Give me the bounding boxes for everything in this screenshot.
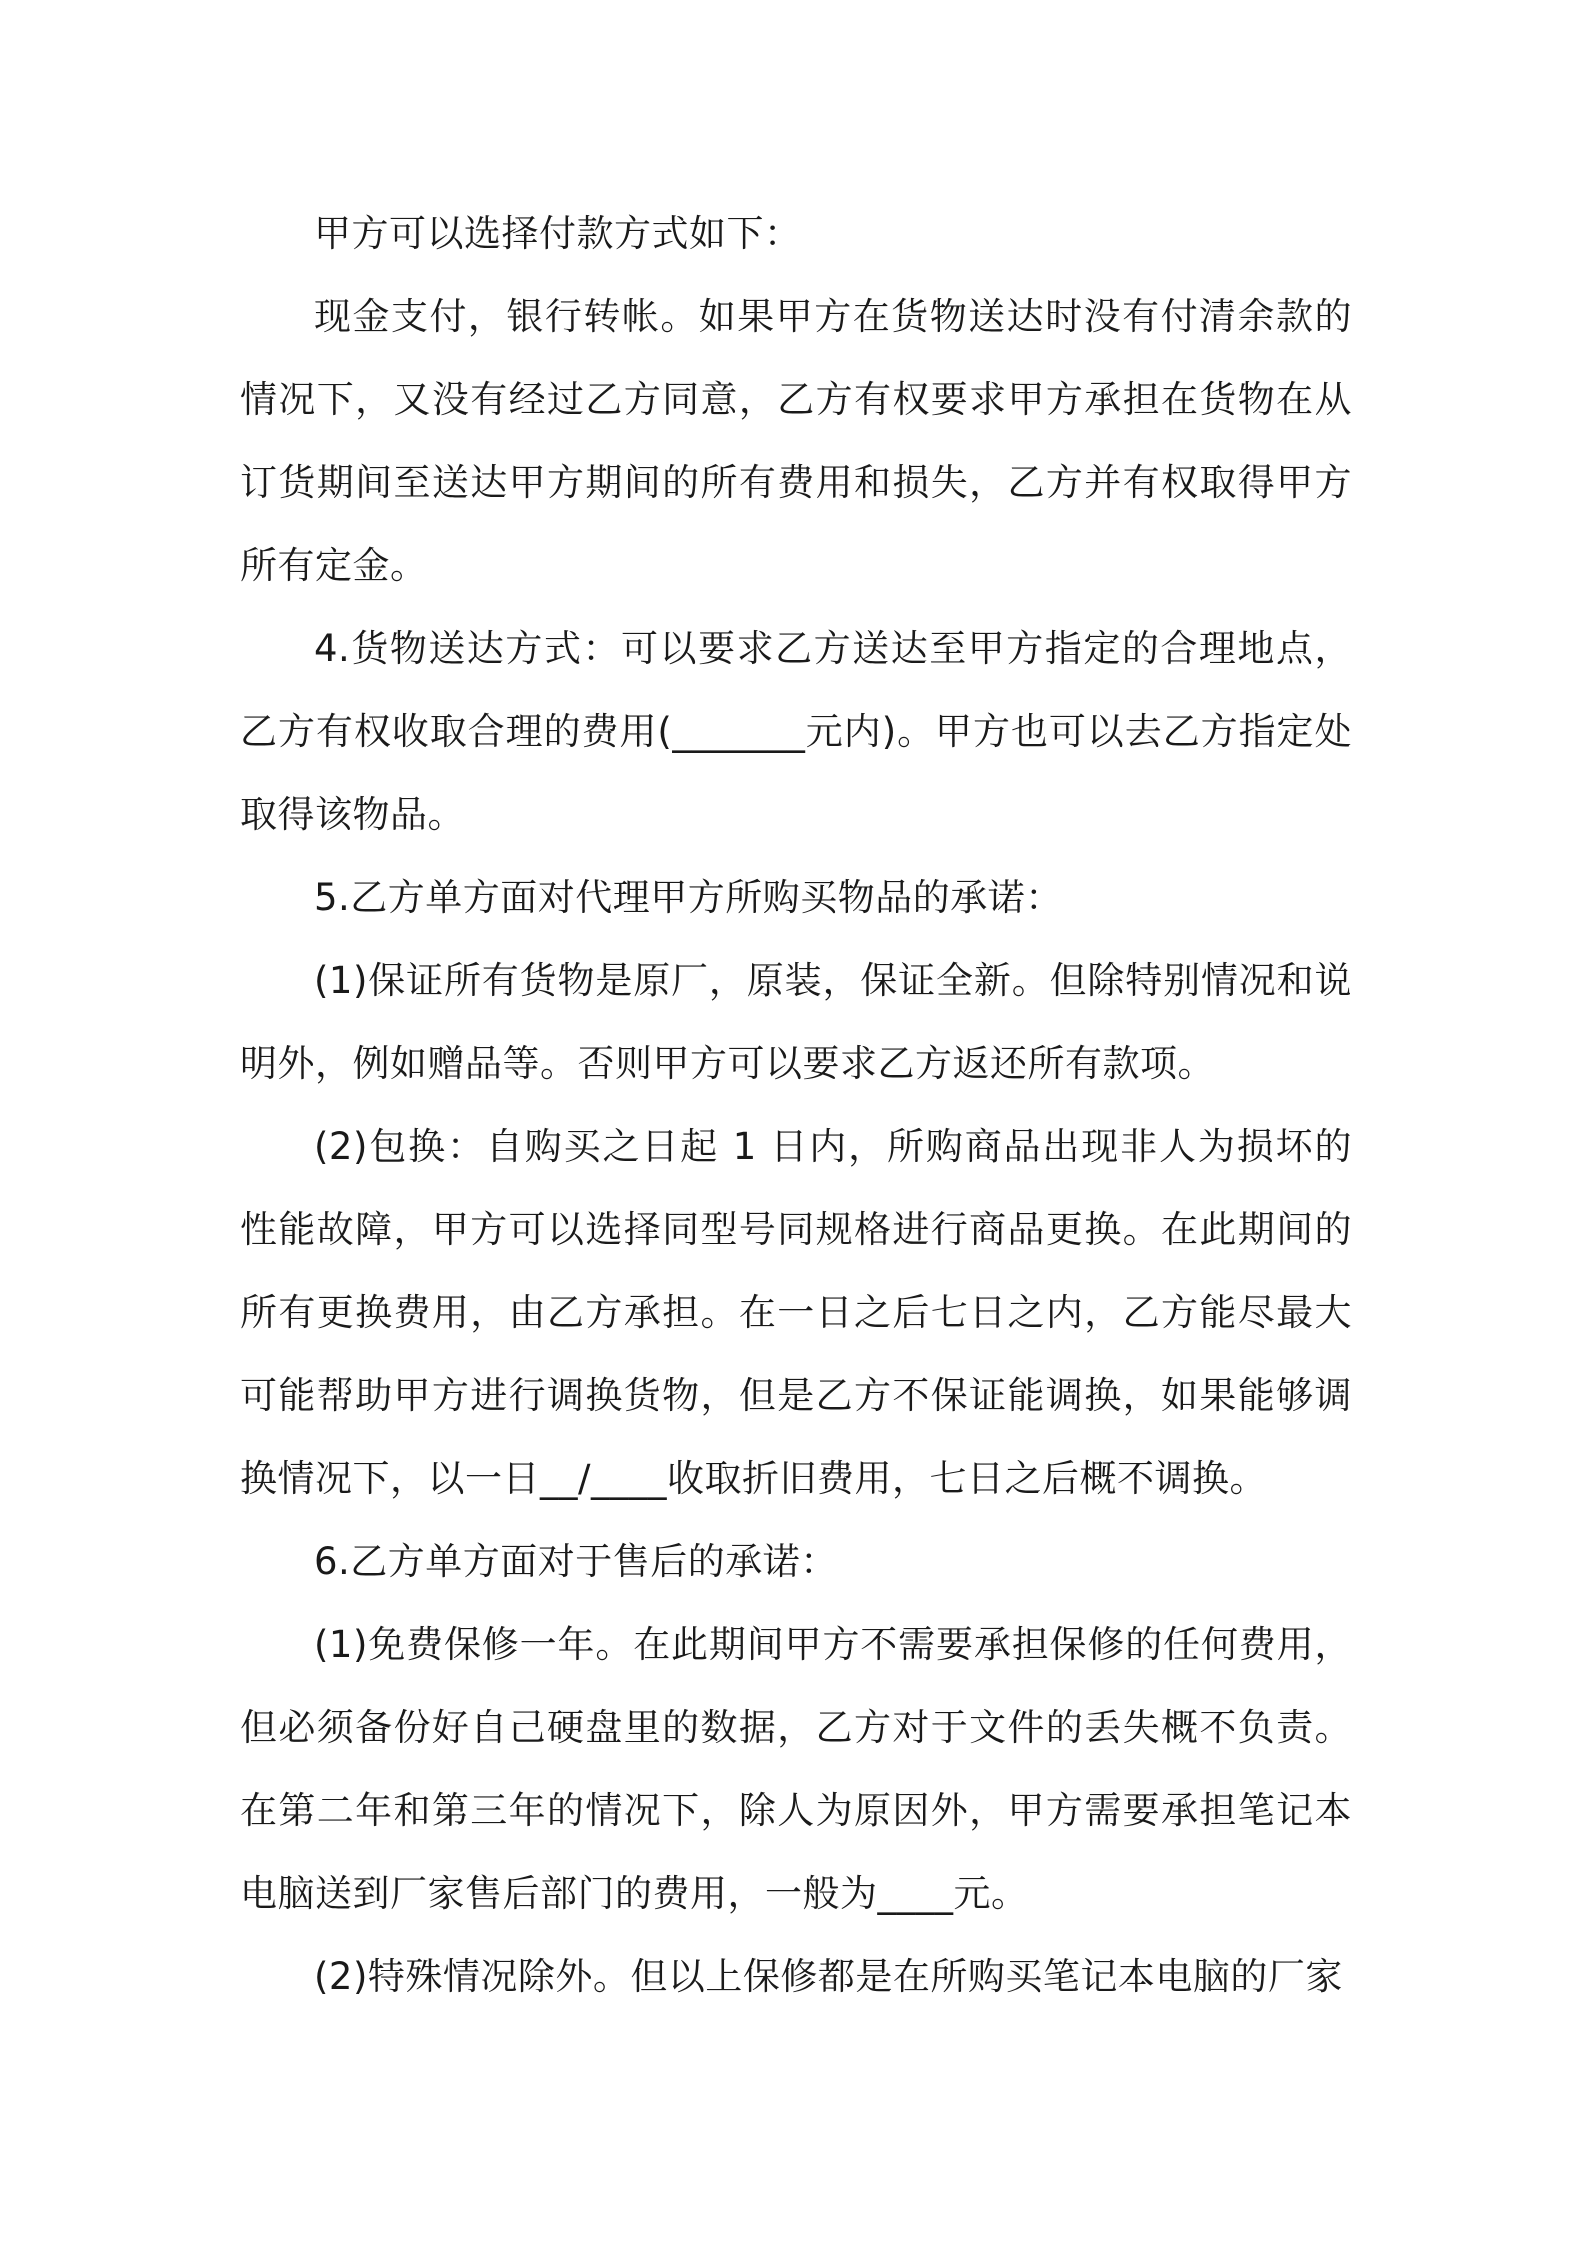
paragraph-exchange-policy: (2)包换：自购买之日起 1 日内，所购商品出现非人为损坏的性能故障，甲方可以选择同型号同规格进行商品更换。在此期间的所有更换费用，由乙方承担。在一日之后七日之内，乙方能尽最大可能帮助甲方进行调换货物，但是乙方不保证能调换，如果能够调换情况下，以一日__/____收取折旧费用，七日之后概不调换。 (240, 1125, 1352, 1500)
paragraph-original-guarantee: (1)保证所有货物是原厂，原装，保证全新。但除特别情况和说明外，例如赠品等。否则甲方可以要求乙方返还所有款项。 (240, 959, 1352, 1085)
paragraph-special-cases: (2)特殊情况除外。但以上保修都是在所购买笔记本电脑的厂家 (314, 1955, 1343, 1998)
paragraph-delivery-method: 4.货物送达方式：可以要求乙方送达至甲方指定的合理地点，乙方有权收取合理的费用(_______元内)。甲方也可以去乙方指定处取得该物品。 (240, 627, 1352, 836)
paragraph-purchase-promise: 5.乙方单方面对代理甲方所购买物品的承诺： (314, 876, 1063, 919)
document-body (240, 192, 1352, 2018)
paragraph-after-sales-promise: 6.乙方单方面对于售后的承诺： (314, 1540, 838, 1583)
paragraph-cash-transfer: 现金支付，银行转帐。如果甲方在货物送达时没有付清余款的情况下，又没有经过乙方同意，乙方有权要求甲方承担在货物在从订货期间至送达甲方期间的所有费用和损失，乙方并有权取得甲方所有定金。 (240, 295, 1352, 587)
paragraph-free-warranty: (1)免费保修一年。在此期间甲方不需要承担保修的任何费用，但必须备份好自己硬盘里的数据，乙方对于文件的丢失概不负责。在第二年和第三年的情况下，除人为原因外，甲方需要承担笔记本电脑送到厂家售后部门的费用，一般为____元。 (240, 1623, 1352, 1915)
paragraph-payment-options: 甲方可以选择付款方式如下： (314, 212, 802, 255)
